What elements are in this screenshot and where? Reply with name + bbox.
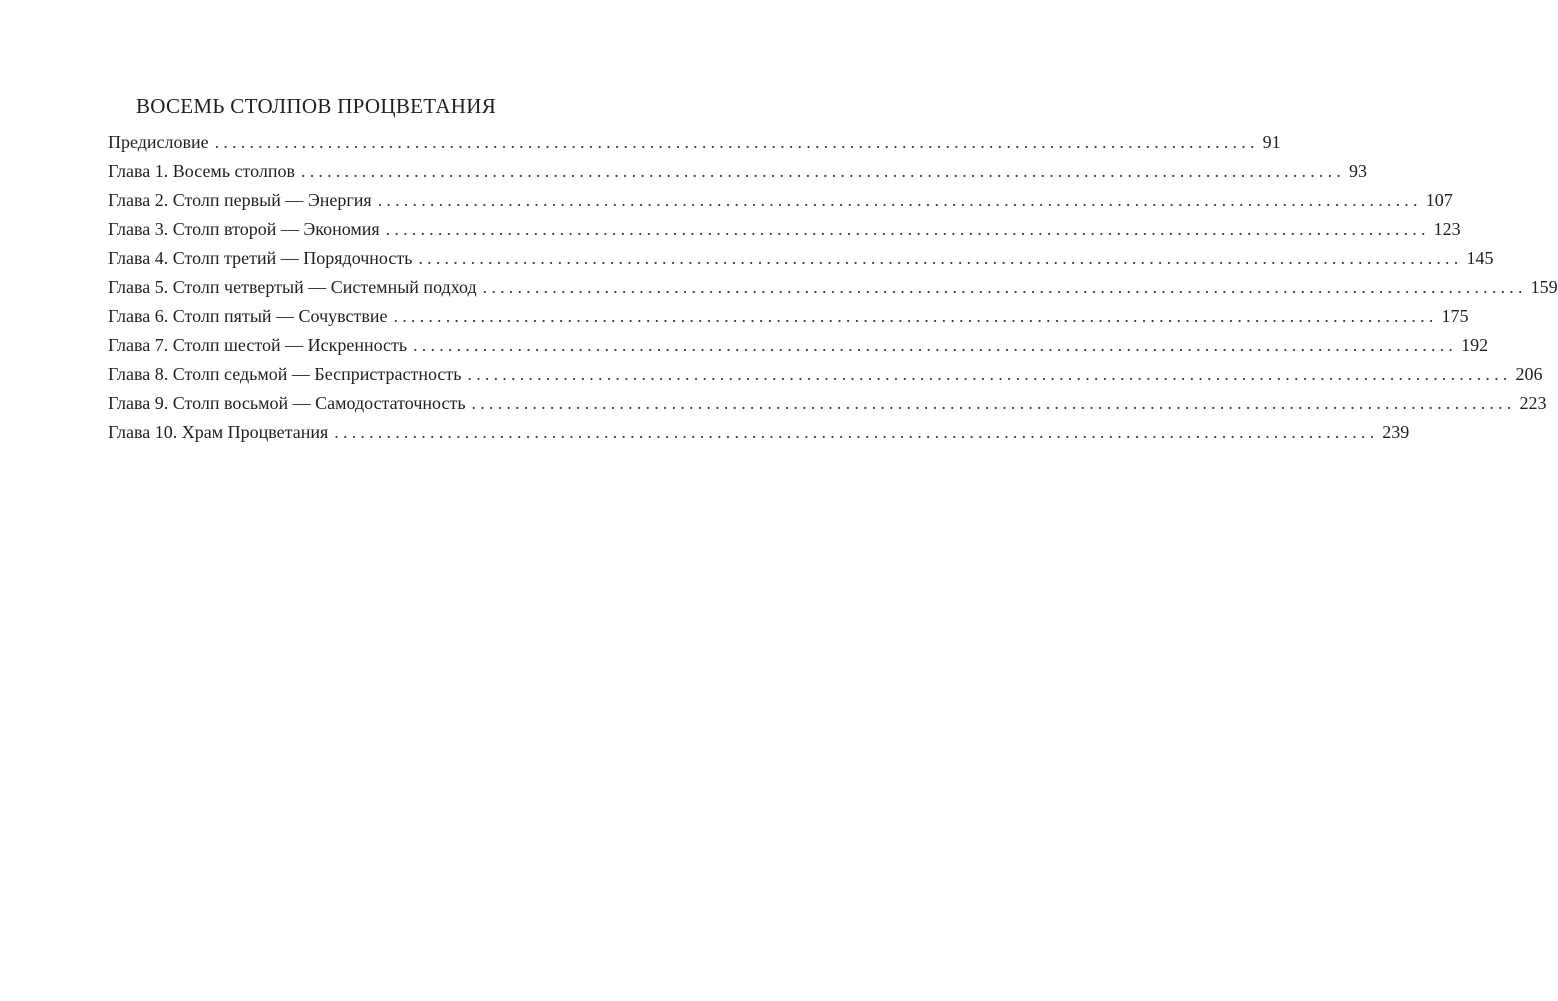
dot-leader: ........................................................................................................................ <box>334 422 1379 442</box>
toc-entry-chapter-6 <box>108 304 1469 333</box>
toc-entry-page: 206 <box>1515 364 1543 384</box>
toc-entry-page: 107 <box>1425 190 1453 210</box>
toc-entry-page: 123 <box>1433 219 1461 239</box>
toc-entry-chapter-7 <box>108 333 1489 362</box>
toc-entry-preface <box>108 130 1281 159</box>
toc-entry-page: 145 <box>1466 248 1494 268</box>
toc-entry-page: 175 <box>1441 306 1469 326</box>
toc-entry-chapter-10 <box>108 420 1410 449</box>
table-of-contents <box>108 130 1558 449</box>
dot-leader: ........................................................................................................................ <box>413 335 1458 355</box>
dot-leader: ........................................................................................................................ <box>385 219 1430 239</box>
toc-entry-chapter-9 <box>108 391 1547 420</box>
toc-entry-label: Глава 1. Восемь столпов <box>108 161 296 181</box>
toc-entry-chapter-2 <box>108 188 1453 217</box>
toc-entry-chapter-8 <box>108 362 1543 391</box>
dot-leader: ........................................................................................................................ <box>482 277 1527 297</box>
toc-entry-page: 93 <box>1349 161 1368 181</box>
toc-entry-label: Предисловие <box>108 132 209 152</box>
toc-entry-label: Глава 2. Столп первый — Энергия <box>108 190 372 210</box>
toc-entry-label: Глава 5. Столп четвертый — Системный подход <box>108 277 477 297</box>
toc-entry-chapter-1 <box>108 159 1368 188</box>
dot-leader: ........................................................................................................................ <box>471 393 1516 413</box>
dot-leader: ........................................................................................................................ <box>377 190 1422 210</box>
dot-leader: ........................................................................................................................ <box>393 306 1438 326</box>
dot-leader: ........................................................................................................................ <box>467 364 1512 384</box>
toc-entry-label: Глава 4. Столп третий — Порядочность <box>108 248 413 268</box>
dot-leader: ........................................................................................................................ <box>214 132 1259 152</box>
toc-entry-page: 91 <box>1262 132 1281 152</box>
toc-entry-label: Глава 8. Столп седьмой — Беспристрастность <box>108 364 462 384</box>
toc-entry-chapter-5 <box>108 275 1558 304</box>
toc-entry-page: 239 <box>1382 422 1410 442</box>
toc-entry-page: 223 <box>1519 393 1547 413</box>
toc-entry-chapter-3 <box>108 217 1461 246</box>
dot-leader: ........................................................................................................................ <box>418 248 1463 268</box>
toc-entry-label: Глава 3. Столп второй — Экономия <box>108 219 380 239</box>
toc-entry-label: Глава 6. Столп пятый — Сочувствие <box>108 306 388 326</box>
toc-title: ВОСЕМЬ СТОЛПОВ ПРОЦВЕТАНИЯ <box>135 94 497 118</box>
toc-entry-label: Глава 7. Столп шестой — Искренность <box>108 335 408 355</box>
toc-entry-label: Глава 10. Храм Процветания <box>108 422 329 442</box>
toc-entry-page: 192 <box>1461 335 1489 355</box>
dot-leader: ........................................................................................................................ <box>301 161 1346 181</box>
toc-entry-chapter-4 <box>108 246 1494 275</box>
toc-entry-label: Глава 9. Столп восьмой — Самодостаточность <box>108 393 466 413</box>
toc-entry-page: 159 <box>1530 277 1558 297</box>
